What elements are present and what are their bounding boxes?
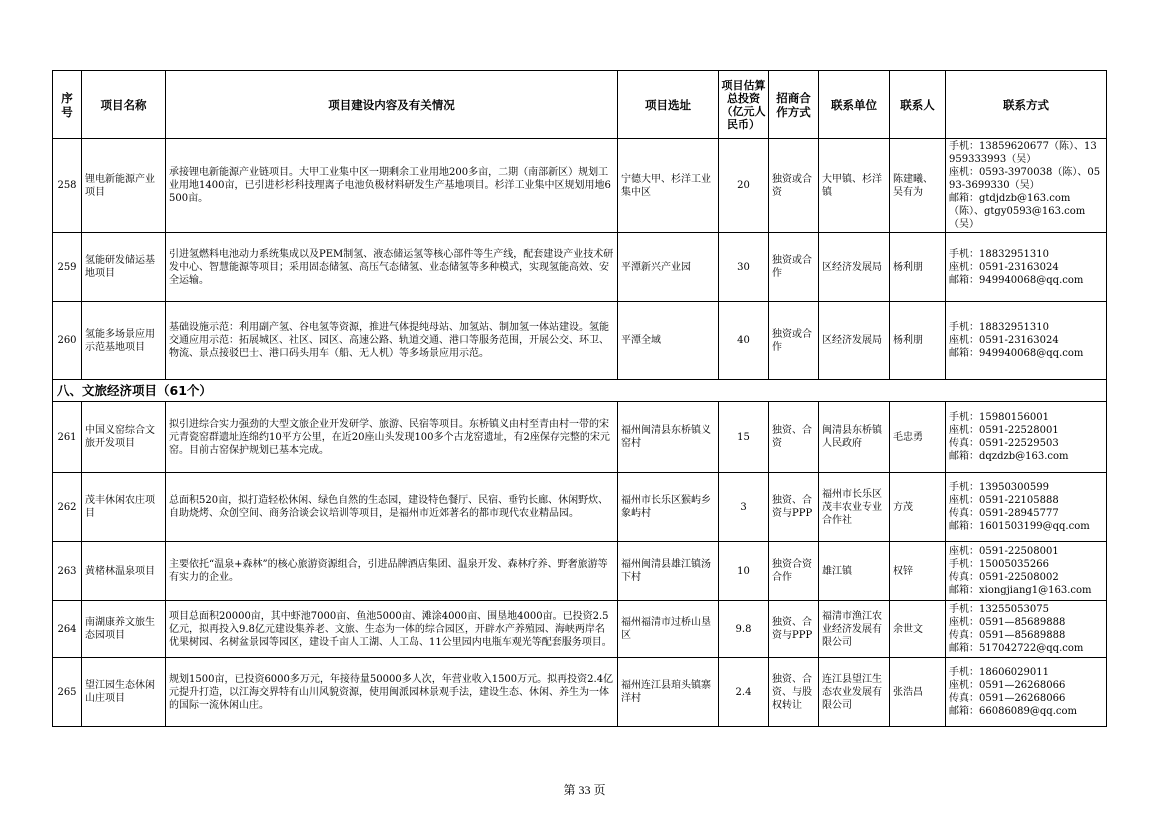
cell-mode: 独资或合作 — [769, 233, 819, 302]
contact-line: 手机：18606029011 — [949, 667, 1049, 678]
cell-person: 杨利朋 — [890, 302, 946, 380]
contact-line: 邮箱：1601503199@qq.com — [949, 521, 1090, 532]
cell-unit: 福清市渔江农业经济发展有限公司 — [819, 601, 890, 658]
cell-person: 方茂 — [890, 473, 946, 542]
cell-name: 中国义窑综合文旅开发项目 — [82, 402, 166, 473]
cell-investment: 9.8 — [719, 601, 769, 658]
cell-contact — [946, 601, 1107, 658]
header-investment: 项目估算总投资（亿元人民币） — [719, 71, 769, 139]
contact-line: 传真：0591—26268066 — [949, 693, 1066, 704]
contact-line: 手机：15005035266 — [949, 559, 1049, 570]
cell-location: 福州闽清县雄江镇汤下村 — [618, 542, 719, 601]
contact-line: 传真：0591—85689888 — [949, 630, 1066, 641]
contact-line: 手机：13255053075 — [949, 604, 1049, 615]
header-content: 项目建设内容及有关情况 — [166, 71, 618, 139]
cell-contact — [946, 139, 1107, 233]
section-row — [53, 380, 1107, 402]
cell-person: 陈建曦、吴有为 — [890, 139, 946, 233]
cell-location: 福州福清市过桥山垦区 — [618, 601, 719, 658]
cell-name: 锂电新能源产业项目 — [82, 139, 166, 233]
cell-person: 杨利朋 — [890, 233, 946, 302]
cell-no: 258 — [53, 139, 82, 233]
cell-investment: 15 — [719, 402, 769, 473]
cell-investment: 3 — [719, 473, 769, 542]
cell-location: 平潭新兴产业园 — [618, 233, 719, 302]
cell-content: 总面积520亩，拟打造轻松休闲、绿色自然的生态园，建设特色餐厅、民宿、垂钓长廊、休闲野炊、自助烧烤、众创空间、商务洽谈会议培训等项目，是福州市近郊著名的都市现代农业精品园。 — [166, 473, 618, 542]
cell-contact — [946, 302, 1107, 380]
cell-investment: 2.4 — [719, 658, 769, 727]
contact-line: 手机：18832951310 — [949, 248, 1049, 260]
header-no: 序号 — [53, 71, 82, 139]
contact-line: 座机：0591-23163024 — [949, 335, 1059, 346]
page-footer: 第 33 页 — [563, 783, 606, 797]
cell-no: 260 — [53, 302, 82, 380]
contact-line: 邮箱：517042722@qq.com — [949, 643, 1084, 654]
cell-content: 主要依托“温泉+森林”的核心旅游资源组合，引进品牌酒店集团、温泉开发、森林疗养、野奢旅游等有实力的企业。 — [166, 542, 618, 601]
cell-contact — [946, 542, 1107, 601]
cell-content: 拟引进综合实力强劲的大型文旅企业开发研学、旅游、民宿等项目。东桥镇义由村至青由村一带的宋元青瓷窑群遗址连绵约10平方公里，在近20座山头发现100多个古龙窑遗址，有2座保存完整的宋元窑。目前古窑保护规划已基本完成。 — [166, 402, 618, 473]
cell-investment: 40 — [719, 302, 769, 380]
cell-contact — [946, 402, 1107, 473]
cell-unit: 区经济发展局 — [819, 302, 890, 380]
cell-contact — [946, 658, 1107, 727]
cell-mode: 独资合资合作 — [769, 542, 819, 601]
cell-content: 规划1500亩，已投资6000多万元，年接待量50000多人次，年营业收入1500万元。拟再投资2.4亿元提升打造，以江海交界特有山川风貌资源，使用闽派园林景观手法，建设生态、休闲、养生为一体的国际一流休闲山庄。 — [166, 658, 618, 727]
contact-line: 手机：13859620677（陈）、13959333993（吴） — [949, 141, 1097, 165]
project-table — [52, 70, 1107, 727]
cell-unit: 雄江镇 — [819, 542, 890, 601]
table-row — [53, 233, 1107, 302]
cell-content: 项目总面积20000亩，其中虾池7000亩、鱼池5000亩、滩涂4000亩、围垦地4000亩。已投资2.5亿元，拟再投入9.8亿元建设集养老、文旅、生态为一体的综合园区，开辟水产养殖园、海峡两岸名优果树园、名树盆景园等园区，建设千亩人工湖、人工岛、11公里园内电瓶车观光等配套服务项目。 — [166, 601, 618, 658]
contact-line: 座机：0591—85689888 — [949, 617, 1066, 628]
contact-line: 传真：0591-22529503 — [949, 438, 1059, 449]
cell-location: 宁德大甲、杉洋工业集中区 — [618, 139, 719, 233]
table-row — [53, 658, 1107, 727]
cell-mode: 独资、合资与PPP — [769, 473, 819, 542]
cell-person: 毛忠勇 — [890, 402, 946, 473]
contact-line: 邮箱：949940068@qq.com — [949, 274, 1084, 286]
contact-line: 传真：0591-22508002 — [949, 572, 1059, 583]
table-row — [53, 139, 1107, 233]
contact-line: 传真：0591-28945777 — [949, 508, 1059, 519]
table-row — [53, 601, 1107, 658]
header-person: 联系人 — [890, 71, 946, 139]
header-row — [53, 71, 1107, 139]
contact-line: 座机：0591-22508001 — [949, 546, 1059, 557]
table-row — [53, 302, 1107, 380]
contact-line: 座机：0593-3970038（陈）、0593-3699330（吴） — [949, 167, 1101, 191]
contact-line: 邮箱：949940068@qq.com — [949, 348, 1084, 359]
cell-location: 平潭全域 — [618, 302, 719, 380]
cell-name: 黄楮林温泉项目 — [82, 542, 166, 601]
contact-line: 手机：18832951310 — [949, 322, 1049, 333]
header-unit: 联系单位 — [819, 71, 890, 139]
cell-investment: 20 — [719, 139, 769, 233]
contact-line: 手机：13950300599 — [949, 482, 1049, 493]
cell-name: 南湖康养文旅生态园项目 — [82, 601, 166, 658]
cell-contact — [946, 473, 1107, 542]
table-row — [53, 542, 1107, 601]
contact-line: 座机：0591-22105888 — [949, 495, 1059, 506]
table-row — [53, 402, 1107, 473]
cell-name: 望江园生态休闲山庄项目 — [82, 658, 166, 727]
cell-content: 基础设施示范：利用副产氢、谷电氢等资源，推进气体提纯母站、加氢站、制加氢一体站建设。氢能交通应用示范：拓展城区、社区、园区、高速公路、轨道交通、港口等服务范围，开展公交、环卫、物流、景点接驳巴士、港口码头用车（船、无人机）等多场景应用示范。 — [166, 302, 618, 380]
cell-no: 265 — [53, 658, 82, 727]
cell-name: 氢能多场景应用示范基地项目 — [82, 302, 166, 380]
cell-investment: 10 — [719, 542, 769, 601]
cell-mode: 独资、合资、与股权转让 — [769, 658, 819, 727]
cell-unit: 福州市长乐区茂丰农业专业合作社 — [819, 473, 890, 542]
cell-mode: 独资或合作 — [769, 302, 819, 380]
cell-mode: 独资、合资与PPP — [769, 601, 819, 658]
cell-content: 承接锂电新能源产业链项目。大甲工业集中区一期剩余工业用地200多亩，二期（南部新区）规划工业用地1400亩，已引进杉杉科技理离子电池负极材料研发生产基地项目。杉洋工业集中区规划用地6500亩。 — [166, 139, 618, 233]
cell-no: 261 — [53, 402, 82, 473]
contact-line: 邮箱：dqzdzb@163.com — [949, 451, 1069, 462]
cell-location: 福州闽清县东桥镇义窑村 — [618, 402, 719, 473]
cell-mode: 独资、合资 — [769, 402, 819, 473]
header-mode: 招商合作方式 — [769, 71, 819, 139]
cell-unit: 大甲镇、杉洋镇 — [819, 139, 890, 233]
cell-no: 262 — [53, 473, 82, 542]
cell-unit: 连江县望江生态农业发展有限公司 — [819, 658, 890, 727]
cell-investment: 30 — [719, 233, 769, 302]
cell-mode: 独资或合资 — [769, 139, 819, 233]
contact-line: 邮箱：66086089@qq.com — [949, 706, 1077, 717]
cell-unit: 闽清县东桥镇人民政府 — [819, 402, 890, 473]
table-row — [53, 473, 1107, 542]
cell-person: 张浩昌 — [890, 658, 946, 727]
cell-person: 余世文 — [890, 601, 946, 658]
contact-line: 邮箱：xiongjiang1@163.com — [949, 585, 1092, 596]
cell-no: 263 — [53, 542, 82, 601]
header-name: 项目名称 — [82, 71, 166, 139]
cell-no: 259 — [53, 233, 82, 302]
contact-line: 手机：15980156001 — [949, 412, 1049, 423]
header-contact: 联系方式 — [946, 71, 1107, 139]
contact-line: 座机：0591—26268066 — [949, 680, 1066, 691]
contact-line: 座机：0591-22528001 — [949, 425, 1059, 436]
cell-contact — [946, 233, 1107, 302]
cell-no: 264 — [53, 601, 82, 658]
cell-name: 氢能研发储运基地项目 — [82, 233, 166, 302]
header-location: 项目选址 — [618, 71, 719, 139]
cell-location: 福州连江县琯头镇寨洋村 — [618, 658, 719, 727]
section-title: 八、文旅经济项目（61个） — [53, 380, 1107, 402]
cell-person: 权锌 — [890, 542, 946, 601]
cell-name: 茂丰休闲农庄项目 — [82, 473, 166, 542]
contact-line: 座机：0591-23163024 — [949, 261, 1059, 273]
cell-content: 引进氢燃料电池动力系统集成以及PEM制氢、液态储运氢等核心部件等生产线，配套建设产业技术研发中心、智慧能源等项目；采用固态储氢、高压气态储氢、业态储氢等多种模式，实现氢能高效、安全运输。 — [166, 233, 618, 302]
contact-line: 邮箱：gtdjdzb@163.com（陈）、gtgy0593@163.com（吴） — [949, 193, 1086, 230]
cell-unit: 区经济发展局 — [819, 233, 890, 302]
cell-location: 福州市长乐区猴屿乡象屿村 — [618, 473, 719, 542]
